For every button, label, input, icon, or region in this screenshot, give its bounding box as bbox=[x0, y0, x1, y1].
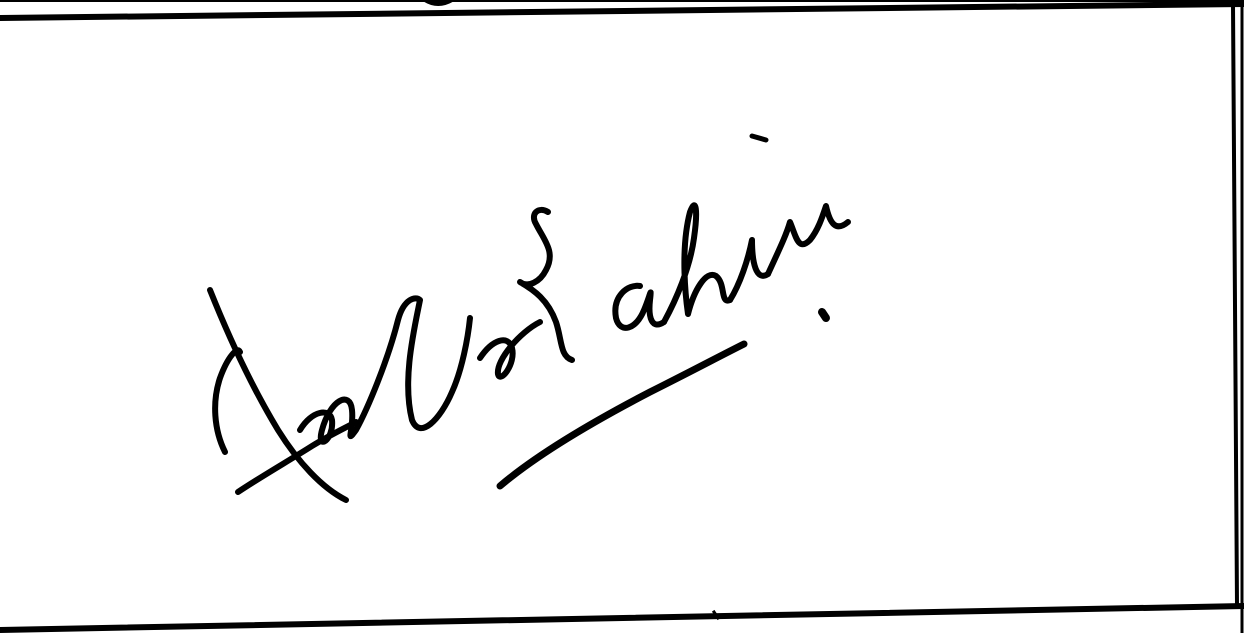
signature-stroke-f-hook bbox=[215, 350, 240, 452]
signature-stroke-a2 bbox=[615, 286, 664, 328]
handwritten-signature bbox=[210, 136, 848, 500]
frame-bottom-border bbox=[0, 606, 1244, 630]
frame-right-border bbox=[1233, 5, 1237, 606]
signature-underline bbox=[500, 344, 744, 486]
signature-stroke-i bbox=[730, 240, 768, 300]
signature-stroke-middle bbox=[300, 298, 470, 441]
signature-stroke-a bbox=[480, 322, 540, 377]
signature-stroke-s bbox=[520, 210, 572, 360]
signature-dot-i bbox=[752, 136, 766, 140]
frame-top-border bbox=[0, 4, 1244, 18]
signature-stroke-cross bbox=[238, 422, 356, 492]
signature-stroke-n bbox=[768, 206, 848, 274]
signature-dot-end bbox=[822, 312, 826, 318]
signature-stroke-h bbox=[664, 205, 730, 322]
